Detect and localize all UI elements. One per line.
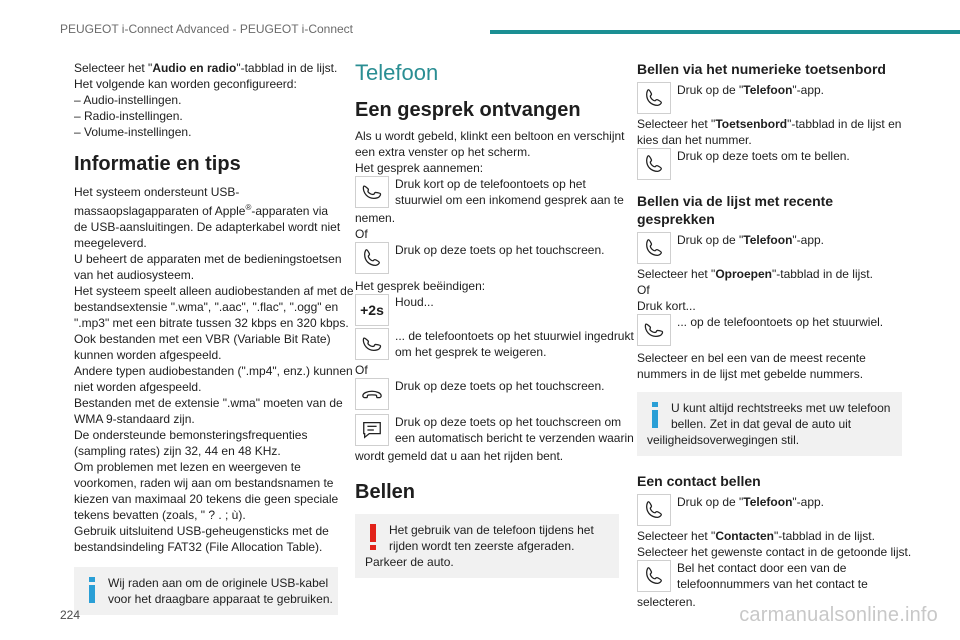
or-label: Of xyxy=(637,283,650,297)
phone-handset-icon xyxy=(637,232,671,264)
note-line: Het gebruik van de telefoon tijdens het xyxy=(389,523,594,537)
step-text: Selecteer het "Toetsenbord"-tabblad in de lijst en xyxy=(637,117,902,131)
phone-handset-icon xyxy=(355,242,389,274)
heading-recent: Bellen via de lijst met recente gesprekken xyxy=(637,193,834,227)
step-contact-app xyxy=(637,494,902,528)
info-note xyxy=(74,567,338,615)
message-icon xyxy=(355,414,389,446)
paragraph-line: Het systeem speelt alleen audiobestanden af met de xyxy=(74,284,354,298)
step-text: Selecteer het "Oproepen"-tabblad in de lijst. xyxy=(637,267,873,281)
step-text-tail: selecteren. xyxy=(637,595,696,609)
column-middle xyxy=(355,60,634,578)
plus-2s-icon xyxy=(355,294,389,326)
note-line: bellen. Zet in dat geval de auto uit xyxy=(671,417,852,431)
info-paragraph xyxy=(74,184,354,555)
step-text-tail: nemen. xyxy=(355,211,396,225)
step-text: een automatisch bericht te verzenden waarin xyxy=(395,431,634,445)
paragraph-line: een extra venster op het scherm. xyxy=(355,145,531,159)
steering-phone-icon xyxy=(637,314,671,346)
paragraph-line: meegeleverd. xyxy=(74,236,147,250)
info-icon xyxy=(88,577,96,607)
column-right xyxy=(637,60,912,610)
step-text: Selecteer en bel een van de meest recente xyxy=(637,351,866,365)
paragraph-line: voorkomen, raden wij aan om bestandsnamen te xyxy=(74,476,334,490)
info-note xyxy=(637,392,902,456)
step-text: Druk op deze toets op het touchscreen. xyxy=(395,243,605,257)
step-keypad-call xyxy=(637,148,902,184)
info-icon xyxy=(651,402,659,432)
paragraph-line: Het gesprek aannemen: xyxy=(355,161,484,175)
paragraph-line: niet worden afgespeeld. xyxy=(74,380,202,394)
plus-2s-label: +2s xyxy=(360,302,384,318)
paragraph-line: Om problemen met lezen en weergeven te xyxy=(74,460,301,474)
step-text: Selecteer het "Contacten"-tabblad in de lijst. xyxy=(637,529,875,543)
paragraph-line: bestandsextensie ".wma", ".aac", ".flac", ".ogg" en xyxy=(74,300,339,314)
heading-keypad: Bellen via het numerieke toetsenbord xyxy=(637,61,886,77)
paragraph-line: kiezen van maximaal 20 tekens die geen speciale xyxy=(74,492,339,506)
step-text: stuurwiel om een inkomend gesprek aan te xyxy=(395,193,624,207)
step-text-tail: kies dan het nummer. xyxy=(637,133,752,147)
paragraph-line: Ook bestanden met een VBR (Variable Bit Rate) xyxy=(74,332,331,346)
steering-phone-icon xyxy=(355,176,389,208)
paragraph-line: kunnen worden afgespeeld. xyxy=(74,348,222,362)
note-line: veiligheidsoverwegingen stil. xyxy=(647,433,800,447)
or-label: Of xyxy=(355,363,368,377)
step-text: Druk kort op de telefoontoets op het xyxy=(395,177,586,191)
step-text: ... de telefoontoets op het stuurwiel ingedrukt xyxy=(395,329,634,343)
paragraph-line: van het audiosysteem. xyxy=(74,268,195,282)
list-item: – Volume-instellingen. xyxy=(74,125,192,139)
config-line: Het volgende kan worden geconfigureerd: xyxy=(74,77,297,91)
step-auto-message xyxy=(355,414,634,448)
header-accent-bar xyxy=(490,30,960,34)
section-title-telefoon: Telefoon xyxy=(355,60,439,85)
step-text: Houd... xyxy=(395,295,434,309)
paragraph-line: Het systeem ondersteunt USB- xyxy=(74,185,240,199)
note-line: Wij raden aan om de originele USB-kabel xyxy=(108,576,329,590)
step-text-tail: wordt gemeld dat u aan het rijden bent. xyxy=(355,449,564,463)
paragraph-line: ".mp3" met een bitrate tussen 32 kbps en 320 kbps. xyxy=(74,316,349,330)
note-line: rijden wordt ten zeerste afgeraden. xyxy=(389,539,575,553)
step-text: om het gesprek te weigeren. xyxy=(395,345,547,359)
list-item: – Audio-instellingen. xyxy=(74,93,182,107)
step-recent-steering xyxy=(637,314,902,350)
watermark: carmanualsonline.info xyxy=(739,604,938,626)
heading-bellen: Bellen xyxy=(355,481,416,503)
note-line: U kunt altijd rechtstreeks met uw telefoon xyxy=(671,401,891,415)
phone-handset-icon xyxy=(637,82,671,114)
intro-line: Selecteer het "Audio en radio"-tabblad in de lijst. xyxy=(74,61,338,75)
phone-handset-icon xyxy=(637,560,671,592)
column-left xyxy=(74,60,354,615)
paragraph-line: Andere typen audiobestanden (".mp4", enz.) kunnen xyxy=(74,364,353,378)
phone-handset-icon xyxy=(637,494,671,526)
paragraph-line: WMA 9-standaard zijn. xyxy=(74,412,195,426)
paragraph-line: tekens bevatten (zoals, " ? . ; ù). xyxy=(74,508,246,522)
step-reject xyxy=(355,328,634,362)
warning-icon xyxy=(369,524,377,554)
heading-receive-call: Een gesprek ontvangen xyxy=(355,99,581,121)
heading-contact: Een contact bellen xyxy=(637,473,761,489)
paragraph-line: bestandsindeling FAT32 (File Allocation Table). xyxy=(74,540,323,554)
step-text: nummers in de lijst met gebelde nummers. xyxy=(637,367,864,381)
section-heading-info-tips: Informatie en tips xyxy=(74,153,241,175)
step-text: ... op de telefoontoets op het stuurwiel. xyxy=(677,315,884,329)
step-text: telefoonnummers van het contact te xyxy=(677,577,868,591)
paragraph-line: de USB-aansluitingen. De adapterkabel wordt niet xyxy=(74,220,341,234)
step-keypad-app xyxy=(637,82,902,116)
list-item: – Radio-instellingen. xyxy=(74,109,183,123)
paragraph-line: Als u wordt gebeld, klinkt een beltoon en verschijnt xyxy=(355,129,625,143)
hang-up-icon xyxy=(355,378,389,410)
step-contact-call xyxy=(637,560,902,594)
step-recent-app xyxy=(637,232,902,266)
step-hold xyxy=(355,294,619,328)
step-text: Selecteer het gewenste contact in de getoonde lijst. xyxy=(637,545,912,559)
paragraph-line: De ondersteunde bemonsteringsfrequenties xyxy=(74,428,308,442)
paragraph-line: (sampling rates) zijn 32, 44 en 48 KHz. xyxy=(74,444,281,458)
note-line: Parkeer de auto. xyxy=(365,555,454,569)
steering-phone-icon xyxy=(355,328,389,360)
warning-note xyxy=(355,514,619,578)
step-text: Druk op de "Telefoon"-app. xyxy=(677,495,825,509)
step-text: Druk kort... xyxy=(637,299,696,313)
step-text: Druk op deze toets op het touchscreen om xyxy=(395,415,622,429)
step-hangup-touchscreen xyxy=(355,378,619,414)
step-text: Druk op de "Telefoon"-app. xyxy=(677,83,825,97)
phone-handset-icon xyxy=(637,148,671,180)
paragraph-line: U beheert de apparaten met de bedieningstoetsen xyxy=(74,252,342,266)
end-call-label: Het gesprek beëindigen: xyxy=(355,279,486,293)
paragraph-line: Bestanden met de extensie ".wma" moeten van de xyxy=(74,396,343,410)
step-text: Druk op deze toets om te bellen. xyxy=(677,149,850,163)
running-header: PEUGEOT i-Connect Advanced - PEUGEOT i-Connect xyxy=(60,22,354,36)
paragraph-line: Gebruik uitsluitend USB-geheugensticks met de xyxy=(74,524,329,538)
page-number: 224 xyxy=(60,608,81,622)
step-answer-steering xyxy=(355,176,624,210)
step-answer-touchscreen xyxy=(355,242,619,278)
note-line: voor het draagbare apparaat te gebruiken. xyxy=(108,592,333,606)
step-text: Druk op deze toets op het touchscreen. xyxy=(395,379,605,393)
step-text: Druk op de "Telefoon"-app. xyxy=(677,233,825,247)
paragraph-line: massaopslagapparaten of Apple®-apparaten via xyxy=(74,203,329,218)
step-text: Bel het contact door een van de xyxy=(677,561,847,575)
or-label: Of xyxy=(355,227,368,241)
